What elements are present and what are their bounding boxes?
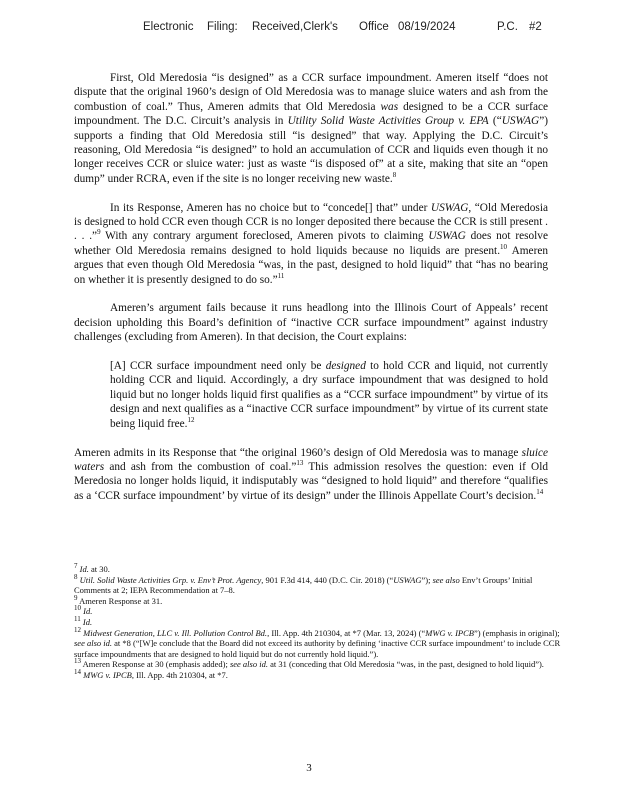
paragraph-first: First, Old Meredosia “is designed” as a CCR surface impoundment. Ameren itself “does not dispute that the original 1960’s design of Old Meredosia was to manage sluice waters and ash from the combustion of coal.” Thus, Ameren admits that Old Meredosia was designed to be a CCR surface impoundment. The D.C. Circuit’s analysis in Utility Solid Waste Activities Group v. EPA (“USWAG”) supports a finding that Old Meredosia still “is designed” that way. Applying the D.C. Circuit’s reasoning, Old Meredosia “is designed” to hold an accumulation of CCR and liquids even though it no longer receives CCR or sluice water: just as waste “is disposed of” at a site, making that site an “open dump” under RCRA, even if the site is no longer receiving new waste.$^8$ <box>74 72 548 185</box>
footnote-ref-14[interactable]: 14 <box>536 487 544 496</box>
footnote-11: $^{11}$ Id. <box>74 615 93 627</box>
header-pc: P.C. <box>497 21 518 33</box>
footnotes <box>74 564 564 681</box>
footnote-10: $^{10}$ Id. <box>74 604 93 617</box>
paragraph-response: In its Response, Ameren has no choice but to “concede[] that” under USWAG, “Old Meredosia is designed to hold CCR even though CCR is no longer deposited there because the CCR is still present . . . .”$^9$ With any contrary argument foreclosed, Ameren pivots to claiming USWAG does not resolve whether Old Meredosia remains designed to hold liquids because no liquids are present.$^{10}$ Ameren argues that even though Old Meredosia “was, in the past, designed to hold liquid” that “has no bearing on whether it is presently designed to do so.”$^{11}$ <box>74 201 548 286</box>
footnote-ref-12[interactable]: 12 <box>187 415 195 424</box>
footnote-14: $^{14}$ MWG v. IPCB, Ill. App. 4th 210304, at *7. <box>74 668 228 680</box>
header-date: 08/19/2024 <box>398 21 456 33</box>
header-electronic: Electronic <box>143 21 194 33</box>
paragraph-argument-fails: Ameren’s argument fails because it runs headlong into the Illinois Court of Appeals’ recent decision upholding this Board’s definition of “inactive CCR surface impoundment” against industry challenges (excluding from Ameren). In that decision, the Court explains: <box>74 302 548 344</box>
header-filing: Filing: <box>207 21 238 33</box>
footnote-ref-10[interactable]: 10 <box>500 243 508 252</box>
footnote-ref-11[interactable]: 11 <box>277 271 285 280</box>
header-pc-number: #2 <box>529 21 542 33</box>
document-body <box>74 71 548 518</box>
footnote-7: $^7$ Id. at 30. <box>74 562 110 574</box>
paragraph-admission: Ameren admits in its Response that “the original 1960’s design of Old Meredosia was to manage sluice waters and ash from the combustion of coal.”$^{13}$ This admission resolves the question: even if Old Meredosia no longer holds liquid, it indisputably was “designed to hold liquid” and therefore “qualifies as a ‘CCR surface impoundment’ by virtue of its design” under the Illinois Appellate Court’s decision.$^{14}$ <box>74 446 548 502</box>
footnote-8: $^8$ Util. Solid Waste Activities Grp. v. Env’t Prot. Agency, 901 F.3d 414, 440 (D.C. Cir. 2018) (“USWAG”); see also Env’t Groups’ Initial Comments at 2; IEPA Recommendation at 7–8. <box>74 572 533 596</box>
header-received-clerks: Received,Clerk's <box>252 21 338 33</box>
footnote-12: $^{12}$ Midwest Generation, LLC v. Ill. Pollution Control Bd., Ill. App. 4th 210304, at *7 (Mar. 13, 2024) (“MWG v. IPCB”) (emphasis in original); see also id. at *8 (“[W]e conclude that the Board did not exceed its authority by defining ‘inactive CCR surface impoundment’ to include CCR surface impoundments that are designed to hold liquid but do not currently hold liquid.”). <box>74 625 561 659</box>
footnote-9: $^9$ Ameren Response at 31. <box>74 593 163 606</box>
block-quote: [A] CCR surface impoundment need only be designed to hold CCR and liquid, not currently holding CCR and liquid. Accordingly, a dry surface impoundment that was designed to hold liquid but no longer holds liquid first qualifies as a “CCR surface impoundment” by virtue of its design and next qualifies as a “inactive CCR surface impoundment” by virtue of its current state being liquid free.$^{12}$ <box>110 360 548 430</box>
header-office: Office <box>359 21 389 33</box>
footnote-ref-13[interactable]: 13 <box>296 459 304 468</box>
page-number: 3 <box>306 762 312 774</box>
footnote-ref-8[interactable]: 8 <box>392 171 397 180</box>
footnote-ref-9[interactable]: 9 <box>97 228 101 237</box>
footnote-13: $^{13}$ Ameren Response at 30 (emphasis added); see also id. at 31 (conceding that Old Meredosia “was, in the past, designed to hold liquid”). <box>74 657 544 670</box>
